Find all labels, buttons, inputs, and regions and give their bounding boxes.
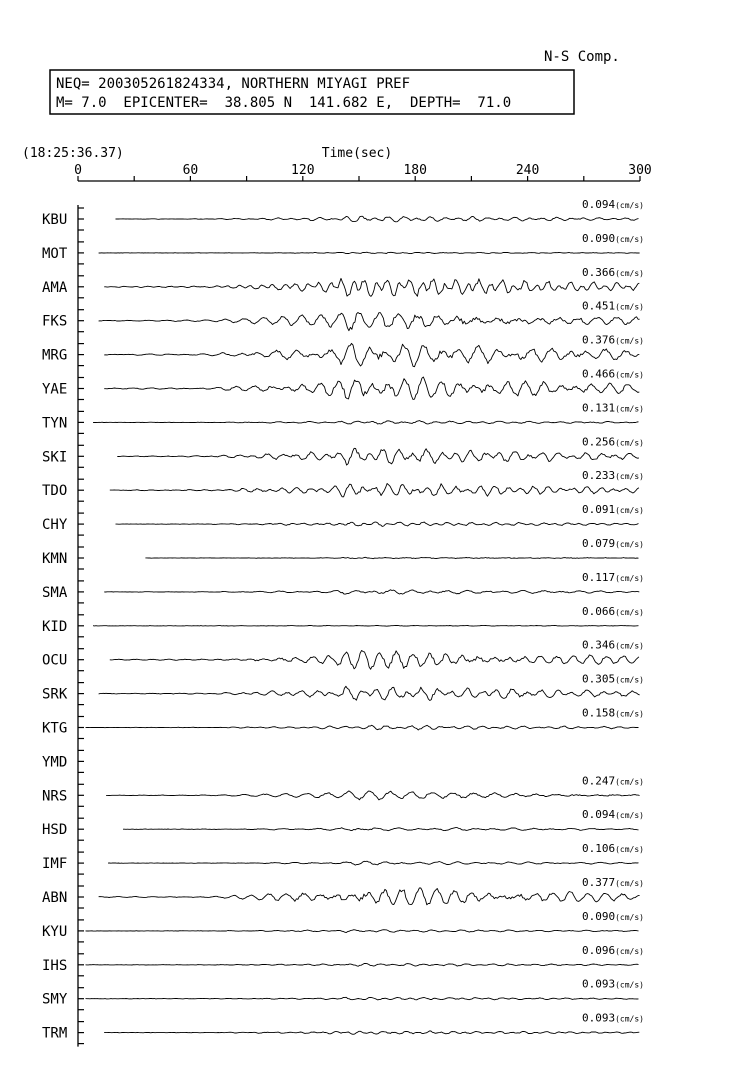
station-row-ihs — [42, 944, 644, 976]
tick-label: 300 — [628, 163, 652, 178]
waveform-trace — [99, 888, 640, 905]
station-row-hsd — [42, 808, 644, 840]
component-label: N-S Comp. — [544, 49, 620, 65]
station-label: YAE — [42, 381, 68, 398]
station-traces — [42, 198, 644, 1047]
waveform-trace — [104, 590, 639, 594]
station-label: AMA — [42, 279, 68, 296]
station-row-ski — [42, 435, 644, 467]
max-amplitude-label: 0.094(cm/s) — [581, 198, 644, 211]
waveform-trace — [86, 963, 639, 966]
max-amplitude-label: 0.131(cm/s) — [581, 401, 644, 415]
station-label: KYU — [42, 923, 68, 940]
station-label: ABN — [42, 890, 68, 906]
station-label: KID — [42, 618, 68, 635]
station-row-kyu — [42, 910, 644, 942]
max-amplitude-label: 0.106(cm/s) — [581, 842, 644, 856]
station-row-chy — [42, 503, 644, 535]
tick-label: 0 — [74, 163, 82, 178]
station-row-sma — [42, 571, 644, 603]
station-label: HSD — [42, 822, 68, 839]
station-row-ktg — [42, 707, 644, 739]
max-amplitude-label: 0.305(cm/s) — [581, 672, 644, 686]
max-amplitude-label: 0.451(cm/s) — [581, 299, 644, 313]
event-info-line-2: M= 7.0 EPICENTER= 38.805 N 141.682 E, DEPTH= 71.0 — [56, 95, 512, 111]
waveform-trace — [99, 686, 640, 700]
tick-label: 240 — [515, 163, 540, 178]
station-row-kmn — [42, 537, 644, 569]
max-amplitude-label: 0.079(cm/s) — [581, 537, 644, 550]
station-row-yae — [42, 368, 644, 400]
waveform-trace — [86, 725, 639, 730]
station-row-ocu — [42, 639, 644, 671]
station-row-smy — [42, 978, 644, 1010]
max-amplitude-label: 0.093(cm/s) — [581, 977, 644, 991]
max-amplitude-label: 0.256(cm/s) — [581, 435, 644, 449]
max-amplitude-label: 0.158(cm/s) — [581, 706, 644, 720]
waveform-trace — [116, 216, 639, 222]
waveform-trace — [93, 421, 639, 424]
x-axis-title: Time(sec) — [321, 146, 393, 161]
max-amplitude-label: 0.090(cm/s) — [581, 231, 644, 245]
max-amplitude-label: 0.346(cm/s) — [581, 638, 644, 652]
tick-label: 60 — [182, 163, 199, 178]
max-amplitude-label: 0.247(cm/s) — [581, 774, 644, 788]
waveform-trace — [108, 861, 639, 865]
waveform-trace — [86, 930, 639, 933]
waveform-trace — [145, 557, 638, 558]
max-amplitude-label: 0.117(cm/s) — [581, 570, 644, 584]
station-row-fks — [42, 300, 644, 332]
station-row-ama — [42, 266, 644, 298]
max-amplitude-label: 0.376(cm/s) — [581, 333, 644, 347]
max-amplitude-label: 0.093(cm/s) — [581, 1011, 644, 1025]
waveform-trace — [110, 484, 639, 497]
station-label: YMD — [42, 754, 68, 771]
station-row-imf — [42, 842, 644, 874]
station-row-trm — [42, 1012, 644, 1044]
station-label: SMA — [42, 584, 68, 601]
waveform-trace — [104, 1031, 639, 1034]
waveform-trace — [110, 651, 639, 670]
station-label: CHY — [42, 517, 68, 534]
max-amplitude-label: 0.090(cm/s) — [581, 909, 644, 923]
station-label: KBU — [42, 212, 68, 228]
station-label: FKS — [42, 313, 68, 330]
waveform-trace — [104, 343, 639, 366]
station-label: MOT — [42, 245, 68, 262]
station-row-mot — [42, 232, 644, 264]
station-row-kbu — [42, 198, 644, 230]
max-amplitude-label: 0.094(cm/s) — [581, 808, 644, 822]
station-label: MRG — [42, 347, 68, 364]
station-label: TDO — [42, 483, 68, 500]
station-row-tdo — [42, 469, 644, 501]
max-amplitude-label: 0.096(cm/s) — [581, 943, 644, 957]
station-row-kid — [42, 605, 644, 637]
waveform-trace — [86, 997, 639, 1000]
waveform-trace — [99, 313, 640, 331]
station-row-nrs — [42, 774, 644, 806]
waveform-trace — [99, 252, 640, 253]
station-row-srk — [42, 673, 644, 705]
station-row-abn — [42, 876, 644, 908]
station-row-mrg — [42, 334, 644, 367]
waveform-trace — [104, 377, 639, 400]
station-label: TYN — [42, 415, 68, 432]
station-label: KTG — [42, 720, 68, 737]
station-label: SKI — [42, 449, 68, 466]
station-row-tyn — [42, 401, 644, 433]
time-axis — [74, 163, 652, 181]
tick-label: 120 — [291, 163, 315, 178]
max-amplitude-label: 0.091(cm/s) — [581, 503, 644, 517]
tick-label: 180 — [403, 163, 427, 178]
waveform-trace — [123, 828, 639, 831]
station-label: IHS — [42, 957, 68, 974]
start-time-label: (18:25:36.37) — [22, 146, 124, 161]
station-label: TRM — [42, 1025, 68, 1042]
station-label: IMF — [42, 856, 68, 873]
station-label: SMY — [42, 991, 68, 1008]
max-amplitude-label: 0.233(cm/s) — [581, 469, 644, 483]
station-label: OCU — [42, 652, 68, 669]
max-amplitude-label: 0.466(cm/s) — [581, 367, 644, 381]
waveform-trace — [116, 522, 639, 526]
waveform-trace — [93, 625, 639, 626]
event-info-line-1: NEQ= 200305261824334, NORTHERN MIYAGI PREF — [56, 76, 411, 92]
waveform-trace — [117, 448, 639, 465]
station-label: NRS — [42, 788, 68, 805]
waveform-trace — [106, 791, 640, 800]
max-amplitude-label: 0.366(cm/s) — [581, 265, 644, 279]
station-label: SRK — [42, 686, 68, 703]
station-label: KMN — [42, 551, 68, 567]
max-amplitude-label: 0.066(cm/s) — [581, 604, 644, 618]
waveform-trace — [104, 278, 639, 296]
max-amplitude-label: 0.377(cm/s) — [581, 876, 644, 889]
